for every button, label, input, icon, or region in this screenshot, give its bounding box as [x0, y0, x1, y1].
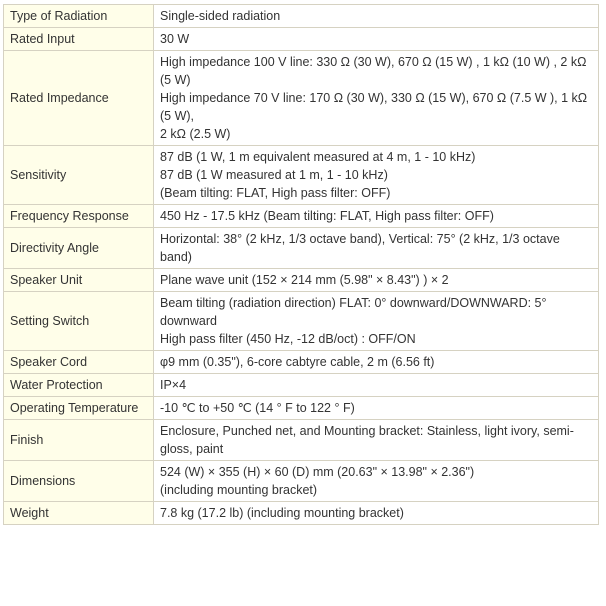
spec-value	[154, 292, 599, 351]
spec-value-line: High impedance 70 V line: 170 Ω (30 W), 330 Ω (15 W), 670 Ω (7.5 W ), 1 kΩ (5 W),	[160, 91, 588, 123]
spec-label: Weight	[4, 502, 154, 525]
spec-value	[154, 461, 599, 502]
spec-value-line: -10 ℃ to +50 ℃ (14 ° F to 122 ° F)	[160, 401, 355, 415]
spec-row	[4, 146, 599, 205]
spec-row	[4, 502, 599, 525]
spec-row	[4, 292, 599, 351]
spec-value-line: 524 (W) × 355 (H) × 60 (D) mm (20.63" × 13.98" × 2.36")	[160, 465, 475, 479]
spec-label: Type of Radiation	[4, 5, 154, 28]
spec-label: Directivity Angle	[4, 228, 154, 269]
specifications-table-body	[4, 5, 599, 525]
spec-label: Speaker Unit	[4, 269, 154, 292]
spec-row	[4, 5, 599, 28]
spec-value	[154, 205, 599, 228]
spec-value	[154, 397, 599, 420]
spec-label: Operating Temperature	[4, 397, 154, 420]
spec-row	[4, 28, 599, 51]
spec-value-line: Enclosure, Punched net, and Mounting bracket: Stainless, light ivory, semi-gloss, paint	[160, 424, 574, 456]
spec-label: Water Protection	[4, 374, 154, 397]
spec-row	[4, 374, 599, 397]
spec-label: Speaker Cord	[4, 351, 154, 374]
spec-label: Frequency Response	[4, 205, 154, 228]
spec-value	[154, 5, 599, 28]
spec-value-line: φ9 mm (0.35"), 6-core cabtyre cable, 2 m (6.56 ft)	[160, 355, 435, 369]
spec-row	[4, 461, 599, 502]
spec-row	[4, 228, 599, 269]
spec-row	[4, 420, 599, 461]
specifications-table	[3, 4, 599, 525]
spec-label: Rated Impedance	[4, 51, 154, 146]
spec-value-line: 30 W	[160, 32, 190, 46]
spec-value-line: High pass filter (450 Hz, -12 dB/oct) : OFF/ON	[160, 332, 416, 346]
spec-value-line: Beam tilting (radiation direction) FLAT: 0° downward/DOWNWARD: 5° downward	[160, 296, 547, 328]
spec-value-line: 450 Hz - 17.5 kHz (Beam tilting: FLAT, High pass filter: OFF)	[160, 209, 494, 223]
spec-value-line: 87 dB (1 W measured at 1 m, 1 - 10 kHz)	[160, 168, 388, 182]
spec-row	[4, 205, 599, 228]
spec-row	[4, 351, 599, 374]
spec-value	[154, 374, 599, 397]
spec-label: Setting Switch	[4, 292, 154, 351]
spec-value	[154, 269, 599, 292]
spec-row	[4, 51, 599, 146]
spec-label: Rated Input	[4, 28, 154, 51]
spec-value-line: (including mounting bracket)	[160, 483, 318, 497]
spec-label: Sensitivity	[4, 146, 154, 205]
spec-value-line: Horizontal: 38° (2 kHz, 1/3 octave band), Vertical: 75° (2 kHz, 1/3 octave band)	[160, 232, 560, 264]
spec-value	[154, 351, 599, 374]
spec-value	[154, 420, 599, 461]
spec-value	[154, 228, 599, 269]
spec-value	[154, 51, 599, 146]
spec-value-line: 2 kΩ (2.5 W)	[160, 127, 231, 141]
spec-value	[154, 28, 599, 51]
spec-value	[154, 502, 599, 525]
spec-label: Dimensions	[4, 461, 154, 502]
spec-label: Finish	[4, 420, 154, 461]
spec-value	[154, 146, 599, 205]
spec-row	[4, 397, 599, 420]
spec-value-line: 7.8 kg (17.2 lb) (including mounting bracket)	[160, 506, 404, 520]
spec-value-line: IP×4	[160, 378, 187, 392]
spec-value-line: 87 dB (1 W, 1 m equivalent measured at 4 m, 1 - 10 kHz)	[160, 150, 476, 164]
spec-value-line: (Beam tilting: FLAT, High pass filter: OFF)	[160, 186, 391, 200]
spec-value-line: Plane wave unit (152 × 214 mm (5.98" × 8.43") ) × 2	[160, 273, 449, 287]
spec-row	[4, 269, 599, 292]
spec-value-line: Single-sided radiation	[160, 9, 281, 23]
spec-value-line: High impedance 100 V line: 330 Ω (30 W), 670 Ω (15 W) , 1 kΩ (10 W) , 2 kΩ (5 W)	[160, 55, 587, 87]
